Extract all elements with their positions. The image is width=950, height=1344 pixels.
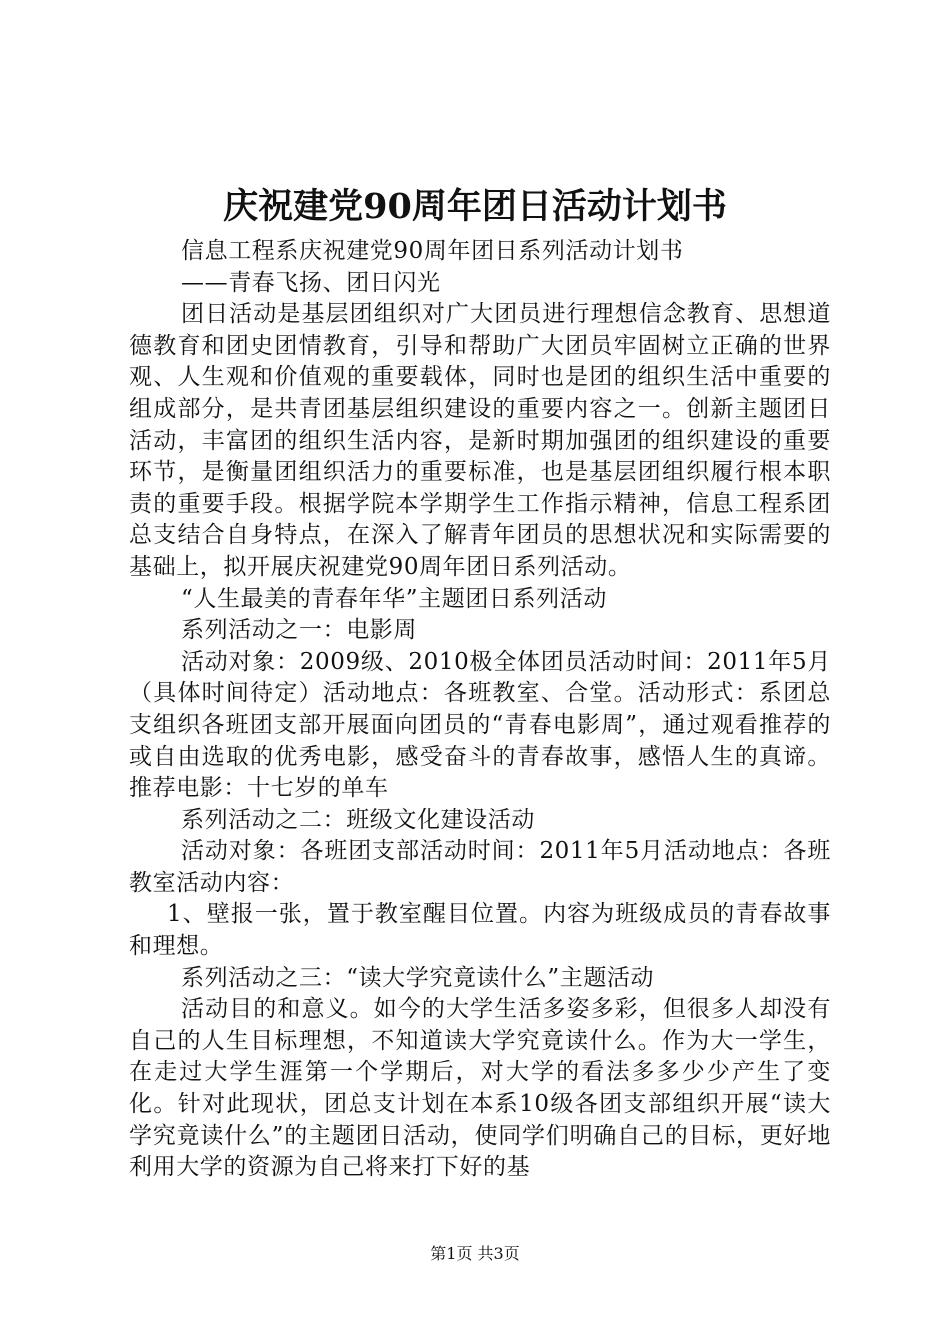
activity-one-paragraph: 活动对象：2009级、2010极全体团员活动时间：2011年5月（具体时间待定）活动地点：各班教室、合堂。活动形式：系团总支组织各班团支部开展面向团员的“青春电影周”，通过观看推荐的或自由选取的优秀电影，感受奋斗的青春故事，感悟人生的真谛。推荐电影：十七岁的单车 — [129, 648, 831, 802]
activity-one-heading: 系列活动之一：电影周 — [181, 617, 417, 644]
intro-paragraph: 团日活动是基层团组织对广大团员进行理想信念教育、思想道德教育和团史团情教育，引导和帮助广大团员牢固树立正确的世界观、人生观和价值观的重要载体，同时也是团的组织生活中重要的组成部分，是共青团基层组织建设的重要内容之一。创新主题团日活动，丰富团的组织生活内容，是新时期加强团的组织建设的重要环节，是衡量团组织活力的重要标准，也是基层团组织履行根本职责的重要手段。根据学院本学期学生工作指示精神，信息工程系团总支结合自身特点，在深入了解青年团员的思想状况和实际需要的基础上，拟开展庆祝建党90周年团日系列活动。 — [129, 301, 831, 580]
slogan-line: ——青春飞扬、团日闪光 — [181, 269, 441, 296]
section-heading: “人生最美的青春年华”主题团日系列活动 — [181, 585, 607, 612]
document-body — [129, 236, 831, 1184]
document-title: 庆祝建党90周年团日活动计划书 — [223, 186, 727, 227]
page-number: 第1页 共3页 — [430, 1244, 520, 1263]
activity-two-item: 1、壁报一张，置于教室醒目位置。内容为班级成员的青春故事和理想。 — [129, 901, 831, 960]
activity-two-paragraph: 活动对象：各班团支部活动时间：2011年5月活动地点：各班教室活动内容： — [129, 838, 831, 896]
activity-two-heading: 系列活动之二：班级文化建设活动 — [181, 806, 535, 833]
activity-three-heading: 系列活动之三：“读大学究竟读什么”主题活动 — [181, 964, 655, 991]
activity-three-paragraph: 活动目的和意义。如今的大学生活多姿多彩，但很多人却没有自己的人生目标理想，不知道读大学究竟读什么。作为大一学生，在走过大学生涯第一个学期后，对大学的看法多多少少产生了变化。针对此现状，团总支计划在本系10级各团支部组织开展“读大学究竟读什么”的主题团日活动，使同学们明确自己的目标，更好地利用大学的资源为自己将来打下好的基 — [129, 996, 831, 1181]
subtitle-line: 信息工程系庆祝建党90周年团日系列活动计划书 — [181, 238, 684, 264]
